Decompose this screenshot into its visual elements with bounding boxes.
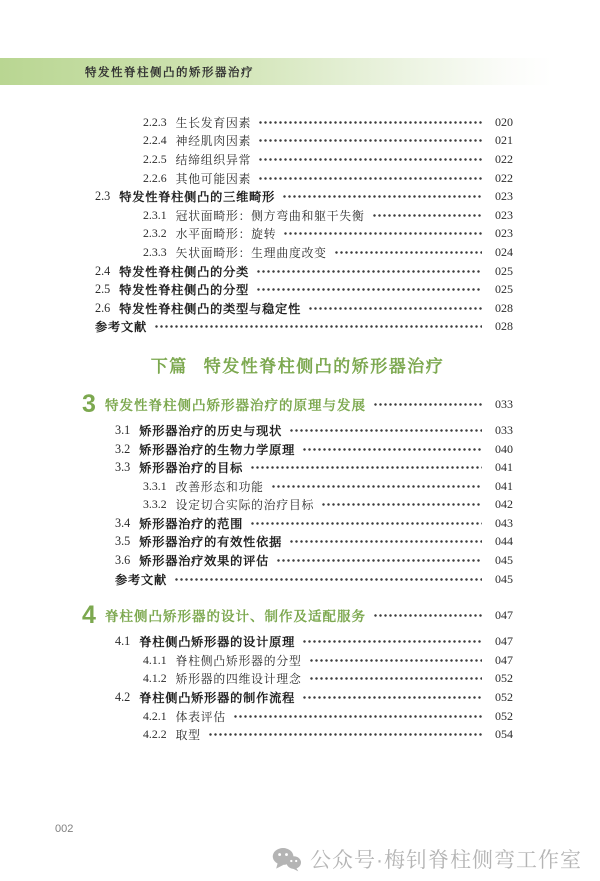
toc-entry-page: 022 [495, 151, 513, 166]
toc-entry-number: 2.2.5 [143, 151, 167, 166]
toc-entry [143, 243, 513, 262]
toc-entry-title: 特发性脊柱侧凸矫形器治疗的原理与发展 [105, 398, 366, 414]
toc-entry-number: 2.4 [95, 263, 111, 278]
toc-leader-dots [372, 209, 482, 222]
toc-leader-dots [282, 190, 482, 203]
toc-entry-number: 3.5 [115, 534, 131, 549]
toc-leader-dots [334, 246, 482, 259]
toc-entry-page: 028 [495, 319, 513, 334]
toc-entry-title: 矫形器的四维设计理念 [175, 672, 302, 687]
toc-entry [143, 725, 513, 744]
toc-entry-title: 冠状面畸形：侧方弯曲和躯干失衡 [175, 208, 365, 223]
book-page [0, 58, 600, 881]
toc-leader-dots [174, 573, 482, 586]
watermark-text: 公众号·梅钊脊柱侧弯工作室 [310, 849, 582, 872]
toc-entry-page: 033 [495, 422, 513, 437]
toc-entry-page: 042 [495, 497, 513, 512]
toc-entry [115, 551, 513, 570]
toc-entry-title: 取型 [175, 728, 201, 743]
toc-leader-dots [258, 134, 482, 147]
toc-entry-title: 矫形器治疗的范围 [139, 516, 244, 531]
toc-entry-title: 设定切合实际的治疗目标 [175, 498, 315, 513]
toc-entry-number: 4.1 [115, 634, 131, 649]
toc-entry-page: 040 [495, 441, 513, 456]
toc-entry [115, 421, 513, 440]
toc-entry [143, 707, 513, 726]
toc-entry-number: 2.6 [95, 300, 111, 315]
toc-entry-page: 045 [495, 553, 513, 568]
toc-entry [115, 440, 513, 459]
toc-entry-page: 041 [495, 460, 513, 475]
toc-entry-page: 047 [495, 634, 513, 649]
toc-entry [143, 477, 513, 496]
toc-entry-number: 3.6 [115, 553, 131, 568]
toc-entry-page: 047 [495, 652, 513, 667]
toc-leader-dots [258, 116, 482, 129]
toc-entry-page: 054 [495, 727, 513, 742]
toc-entry-title: 矫形器治疗效果的评估 [139, 554, 270, 569]
toc-entry-number: 4.2 [115, 690, 131, 705]
toc-entry-page: 025 [495, 282, 513, 297]
toc-entry-title: 神经肌肉因素 [175, 134, 252, 149]
toc-leader-dots [302, 443, 482, 456]
toc-entry-page: 052 [495, 690, 513, 705]
toc-leader-dots [283, 227, 482, 240]
toc-entry-page: 033 [495, 396, 513, 411]
toc-entry-title: 脊柱侧凸矫形器的分型 [175, 653, 302, 668]
toc-entry-page: 041 [495, 478, 513, 493]
toc-entry-page: 045 [495, 571, 513, 586]
toc-entry-title: 矫形器治疗的历史与现状 [139, 423, 283, 438]
toc-entry-number: 2.3.2 [143, 226, 167, 241]
toc-entry [82, 389, 513, 419]
toc-leader-dots [309, 672, 482, 685]
toc-entry-number: 2.3.3 [143, 244, 167, 259]
toc-entry [143, 651, 513, 670]
toc-entry-number: 3.1 [115, 422, 131, 437]
toc-entry-page: 023 [495, 207, 513, 222]
part-heading-label: 下篇 [150, 357, 188, 377]
toc-entry-number: 3.2 [115, 441, 131, 456]
toc-entry-title: 特发性脊柱侧凸的分型 [119, 283, 250, 298]
toc-entry-page: 022 [495, 170, 513, 185]
wechat-icon [272, 847, 301, 872]
toc-entry [143, 206, 513, 225]
toc-entry [143, 670, 513, 689]
toc-entry-title: 特发性脊柱侧凸的类型与稳定性 [119, 301, 302, 316]
toc-leader-dots [309, 654, 482, 667]
toc-entry-title: 脊柱侧凸矫形器的设计原理 [139, 635, 296, 650]
toc-leader-dots [256, 283, 482, 296]
toc-leader-dots [308, 302, 482, 315]
toc-entry [143, 225, 513, 244]
toc-entry [115, 533, 513, 552]
toc-entry [82, 600, 513, 630]
toc-leader-dots [271, 480, 482, 493]
toc-entry-title: 生长发育因素 [175, 115, 252, 130]
toc-entry [115, 632, 513, 651]
toc-entry-title: 参考文献 [95, 320, 147, 335]
toc-entry-title: 改善形态和功能 [175, 479, 264, 494]
toc-entry-number: 2.2.3 [143, 114, 167, 129]
toc-leader-dots [373, 398, 482, 411]
toc-entry-number: 4.1.1 [143, 652, 167, 667]
toc-entry-number: 2.3 [95, 189, 111, 204]
toc-entry-page: 043 [495, 515, 513, 530]
toc-entry-title: 结缔组织异常 [175, 152, 252, 167]
toc-entry-title: 脊柱侧凸矫形器的制作流程 [139, 691, 296, 706]
toc-entry-number: 3.3 [115, 460, 131, 475]
toc-leader-dots [256, 265, 482, 278]
toc-entry [143, 169, 513, 188]
toc-entry-number: 2.5 [95, 282, 111, 297]
toc-entry [143, 496, 513, 515]
watermark [272, 844, 582, 874]
toc-entry [95, 280, 513, 299]
part-heading [82, 352, 513, 377]
toc-entry-page: 025 [495, 263, 513, 278]
toc-entry-page: 020 [495, 114, 513, 129]
toc-leader-dots [258, 172, 482, 185]
toc-leader-dots [154, 320, 482, 333]
toc-entry-page: 023 [495, 189, 513, 204]
toc-leader-dots [233, 710, 482, 723]
toc-entry [95, 318, 513, 337]
toc-leader-dots [302, 635, 482, 648]
toc-leader-dots [289, 424, 482, 437]
running-header [0, 58, 552, 85]
toc-entry-page: 023 [495, 226, 513, 241]
toc-leader-dots [258, 153, 482, 166]
toc-entry-title: 矫形器治疗的生物力学原理 [139, 442, 296, 457]
toc-leader-dots [321, 498, 482, 511]
table-of-contents [82, 113, 513, 744]
toc-entry-number: 4.1.2 [143, 671, 167, 686]
toc-entry [115, 514, 513, 533]
toc-entry-number: 2.2.6 [143, 170, 167, 185]
page-number: 002 [55, 823, 74, 835]
toc-entry-title: 脊柱侧凸矫形器的设计、制作及适配服务 [105, 609, 366, 625]
toc-entry-number: 4.2.2 [143, 727, 167, 742]
toc-leader-dots [302, 691, 482, 704]
toc-leader-dots [373, 609, 482, 622]
toc-entry-page: 028 [495, 300, 513, 315]
toc-entry [143, 132, 513, 151]
running-header-title: 特发性脊柱侧凸的矫形器治疗 [85, 66, 254, 79]
toc-entry-number: 3 [82, 389, 96, 418]
toc-entry-title: 特发性脊柱侧凸的三维畸形 [119, 190, 276, 205]
toc-entry-title: 矫形器治疗的目标 [139, 461, 244, 476]
toc-entry-title: 特发性脊柱侧凸的分类 [119, 264, 250, 279]
toc-front-block [82, 113, 513, 336]
toc-leader-dots [276, 554, 482, 567]
toc-leader-dots [289, 535, 482, 548]
toc-entry-number: 2.2.4 [143, 133, 167, 148]
toc-entry-title: 矢状面畸形：生理曲度改变 [175, 245, 327, 260]
toc-entry-number: 4.2.1 [143, 708, 167, 723]
toc-entry-page: 044 [495, 534, 513, 549]
toc-entry-page: 021 [495, 133, 513, 148]
toc-entry-page: 052 [495, 708, 513, 723]
toc-leader-dots [208, 728, 482, 741]
toc-entry [95, 299, 513, 318]
toc-main-block [82, 389, 513, 744]
toc-entry [95, 262, 513, 281]
toc-entry-number: 2.3.1 [143, 207, 167, 222]
toc-entry-number: 3.3.2 [143, 497, 167, 512]
toc-entry-page: 024 [495, 244, 513, 259]
toc-entry [115, 570, 513, 589]
toc-entry-title: 其他可能因素 [175, 171, 252, 186]
toc-entry [95, 187, 513, 206]
toc-entry-title: 参考文献 [115, 572, 167, 587]
toc-entry-title: 矫形器治疗的有效性依据 [139, 535, 283, 550]
toc-leader-dots [250, 461, 482, 474]
toc-entry-page: 052 [495, 671, 513, 686]
toc-entry [143, 150, 513, 169]
toc-entry-page: 047 [495, 607, 513, 622]
part-heading-title: 特发性脊柱侧凸的矫形器治疗 [203, 357, 445, 377]
toc-entry [115, 688, 513, 707]
toc-entry-title: 水平面畸形：旋转 [175, 227, 277, 242]
toc-leader-dots [250, 517, 482, 530]
toc-entry-title: 体表评估 [175, 709, 226, 724]
toc-entry-number: 4 [82, 600, 96, 629]
toc-entry [115, 458, 513, 477]
toc-entry-number: 3.4 [115, 515, 131, 530]
toc-entry-number: 3.3.1 [143, 478, 167, 493]
toc-entry [143, 113, 513, 132]
